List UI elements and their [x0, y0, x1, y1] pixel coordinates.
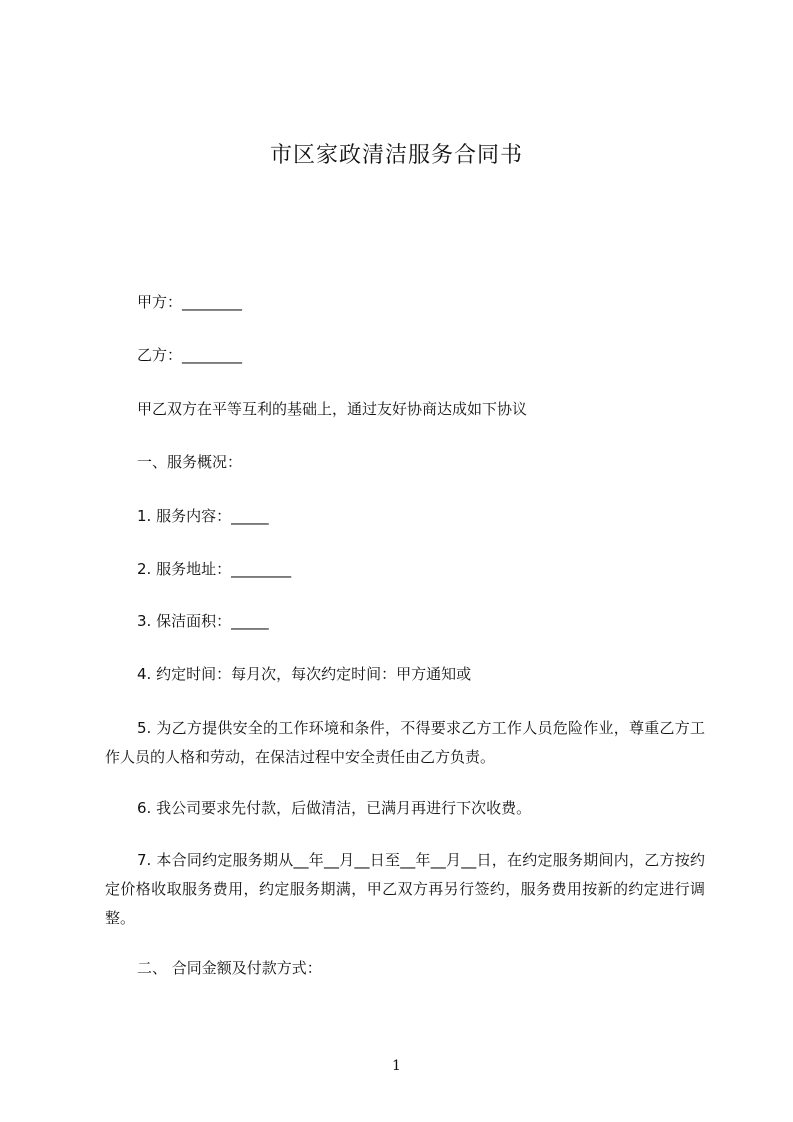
service-item-service-period: 7. 本合同约定服务期从__年__月__日至__年__月__日，在约定服务期间内，乙方按约定价格收取服务费用，约定服务期满，甲乙双方再另行签约，服务费用按新的约定进行调整。 — [105, 851, 705, 927]
party-b-line: 乙方：________ — [137, 346, 243, 364]
intro-paragraph: 甲乙双方在平等互利的基础上，通过友好协商达成如下协议 — [137, 400, 528, 418]
service-item-safety: 5. 为乙方提供安全的工作环境和条件，不得要求乙方工作人员危险作业，尊重乙方工作人员的人格和劳动，在保洁过程中安全责任由乙方负责。 — [105, 719, 705, 766]
service-item-address: 2. 服务地址：________ — [137, 560, 292, 578]
service-item-content: 1. 服务内容：_____ — [137, 507, 269, 525]
section-heading-service-overview: 一、服务概况： — [137, 453, 243, 471]
page-number: 1 — [392, 1058, 401, 1074]
service-item-time: 4. 约定时间：每月次，每次约定时间：甲方通知或 — [137, 665, 472, 683]
party-a-line: 甲方：________ — [137, 293, 243, 311]
document-title: 市区家政清洁服务合同书 — [269, 143, 523, 168]
service-item-payment-policy: 6. 我公司要求先付款，后做清洁，已满月再进行下次收费。 — [137, 799, 532, 817]
section-heading-amount-payment: 二、 合同金额及付款方式： — [137, 959, 322, 977]
service-item-area: 3. 保洁面积：_____ — [137, 612, 269, 630]
